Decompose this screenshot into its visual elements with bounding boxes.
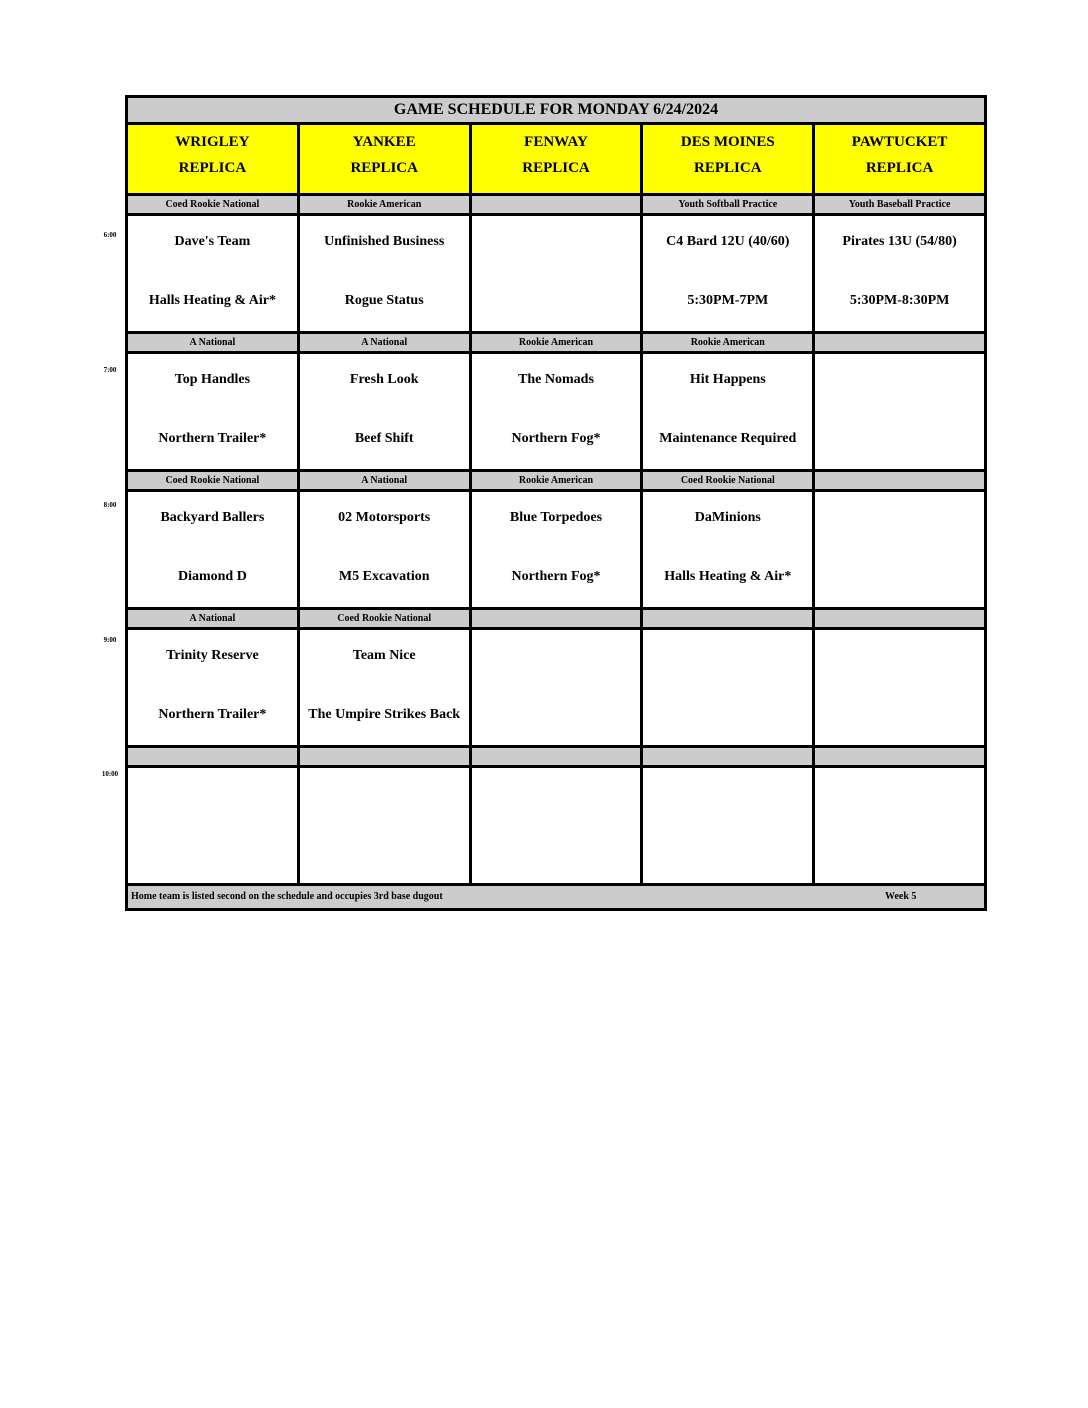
field-sub: REPLICA — [350, 160, 418, 176]
league-label: A National — [300, 334, 472, 351]
time-label: 8:00 — [103, 501, 117, 509]
home-team: Northern Trailer* — [158, 431, 267, 446]
game-cell — [815, 630, 984, 745]
game-cell — [643, 492, 815, 607]
league-label: Rookie American — [472, 472, 644, 489]
league-row — [128, 334, 984, 354]
field-header-wrigley — [128, 125, 300, 193]
away-team: Hit Happens — [689, 372, 766, 387]
game-row — [128, 216, 984, 334]
league-label: Coed Rookie National — [128, 472, 300, 489]
league-label — [300, 748, 472, 765]
game-cell — [128, 492, 300, 607]
away-team: 02 Motorsports — [338, 510, 431, 525]
home-team: Diamond D — [177, 569, 247, 584]
field-sub: REPLICA — [694, 160, 762, 176]
schedule-sheet — [125, 95, 987, 911]
game-cell — [472, 354, 644, 469]
game-cell — [128, 354, 300, 469]
league-label: Rookie American — [643, 334, 815, 351]
league-label: Coed Rookie National — [643, 472, 815, 489]
league-row — [128, 196, 984, 216]
game-cell — [472, 768, 644, 883]
field-sub: REPLICA — [178, 160, 247, 176]
league-row — [128, 610, 984, 630]
game-cell — [643, 630, 815, 745]
away-team: Trinity Reserve — [166, 648, 259, 663]
away-team: Dave's Team — [174, 234, 251, 249]
game-cell — [815, 216, 984, 331]
time-label: 10:00 — [101, 770, 119, 778]
game-cell — [128, 630, 300, 745]
home-team: Northern Fog* — [511, 569, 601, 584]
game-cell — [472, 216, 644, 331]
game-cell — [300, 492, 472, 607]
field-header-row — [128, 125, 984, 196]
league-label: Coed Rookie National — [128, 196, 300, 213]
home-team: Northern Trailer* — [158, 707, 267, 722]
game-row — [128, 354, 984, 472]
field-header-pawtucket — [815, 125, 984, 193]
league-label — [815, 472, 984, 489]
league-label: Youth Softball Practice — [643, 196, 815, 213]
game-row — [128, 492, 984, 610]
game-cell — [300, 630, 472, 745]
home-team: Halls Heating & Air* — [664, 569, 792, 584]
field-sub: REPLICA — [522, 160, 590, 176]
away-team: DaMinions — [694, 510, 761, 525]
league-label — [128, 748, 300, 765]
game-cell — [300, 354, 472, 469]
away-team: Unfinished Business — [324, 234, 445, 249]
away-team: C4 Bard 12U (40/60) — [666, 234, 790, 249]
league-label: Rookie American — [300, 196, 472, 213]
game-cell — [128, 768, 300, 883]
field-header-fenway — [472, 125, 644, 193]
game-cell — [815, 354, 984, 469]
time-label: 6:00 — [103, 231, 117, 239]
league-label — [815, 748, 984, 765]
game-cell — [643, 216, 815, 331]
league-label — [643, 748, 815, 765]
away-team: Team Nice — [352, 648, 416, 663]
league-label: A National — [128, 334, 300, 351]
game-cell — [472, 630, 644, 745]
field-sub: REPLICA — [865, 160, 934, 176]
home-team: Maintenance Required — [659, 431, 797, 446]
league-row — [128, 748, 984, 768]
home-team: 5:30PM-8:30PM — [849, 293, 950, 308]
away-team: Backyard Ballers — [160, 510, 265, 525]
game-cell — [815, 492, 984, 607]
league-label — [815, 334, 984, 351]
away-team: Top Handles — [174, 372, 251, 387]
home-team: M5 Excavation — [338, 569, 430, 584]
game-cell — [300, 216, 472, 331]
league-label: Rookie American — [472, 334, 644, 351]
game-row — [128, 768, 984, 886]
home-team: Northern Fog* — [511, 431, 601, 446]
footer-note: Home team is listed second on the schedule and occupies 3rd base dugout — [131, 891, 443, 902]
league-label — [643, 610, 815, 627]
field-header-des-moines — [643, 125, 815, 193]
home-team: Rogue Status — [344, 293, 424, 308]
home-team: The Umpire Strikes Back — [308, 707, 461, 722]
league-label — [815, 610, 984, 627]
game-cell — [128, 216, 300, 331]
footer-bar — [128, 886, 984, 908]
time-label: 9:00 — [103, 636, 117, 644]
home-team: 5:30PM-7PM — [687, 293, 769, 308]
league-label — [472, 196, 644, 213]
game-cell — [300, 768, 472, 883]
game-row — [128, 630, 984, 748]
field-name: DES MOINES — [680, 134, 775, 150]
game-cell — [643, 768, 815, 883]
field-name: YANKEE — [352, 134, 416, 150]
league-label — [472, 610, 644, 627]
time-label: 7:00 — [103, 366, 117, 374]
away-team: Fresh Look — [349, 372, 419, 387]
league-label — [472, 748, 644, 765]
away-team: Pirates 13U (54/80) — [842, 234, 957, 249]
game-cell — [643, 354, 815, 469]
league-label: Youth Baseball Practice — [815, 196, 984, 213]
league-label: A National — [300, 472, 472, 489]
week-label: Week 5 — [885, 891, 917, 902]
league-label: A National — [128, 610, 300, 627]
away-team: Blue Torpedoes — [509, 510, 603, 525]
field-name: WRIGLEY — [175, 134, 250, 150]
league-label: Coed Rookie National — [300, 610, 472, 627]
home-team: Halls Heating & Air* — [148, 293, 276, 308]
schedule-title: GAME SCHEDULE FOR MONDAY 6/24/2024 — [128, 98, 984, 125]
league-row — [128, 472, 984, 492]
field-name: FENWAY — [524, 134, 588, 150]
game-cell — [815, 768, 984, 883]
field-name: PAWTUCKET — [851, 134, 948, 150]
field-header-yankee — [300, 125, 472, 193]
home-team: Beef Shift — [354, 431, 414, 446]
away-team: The Nomads — [518, 372, 594, 387]
game-cell — [472, 492, 644, 607]
